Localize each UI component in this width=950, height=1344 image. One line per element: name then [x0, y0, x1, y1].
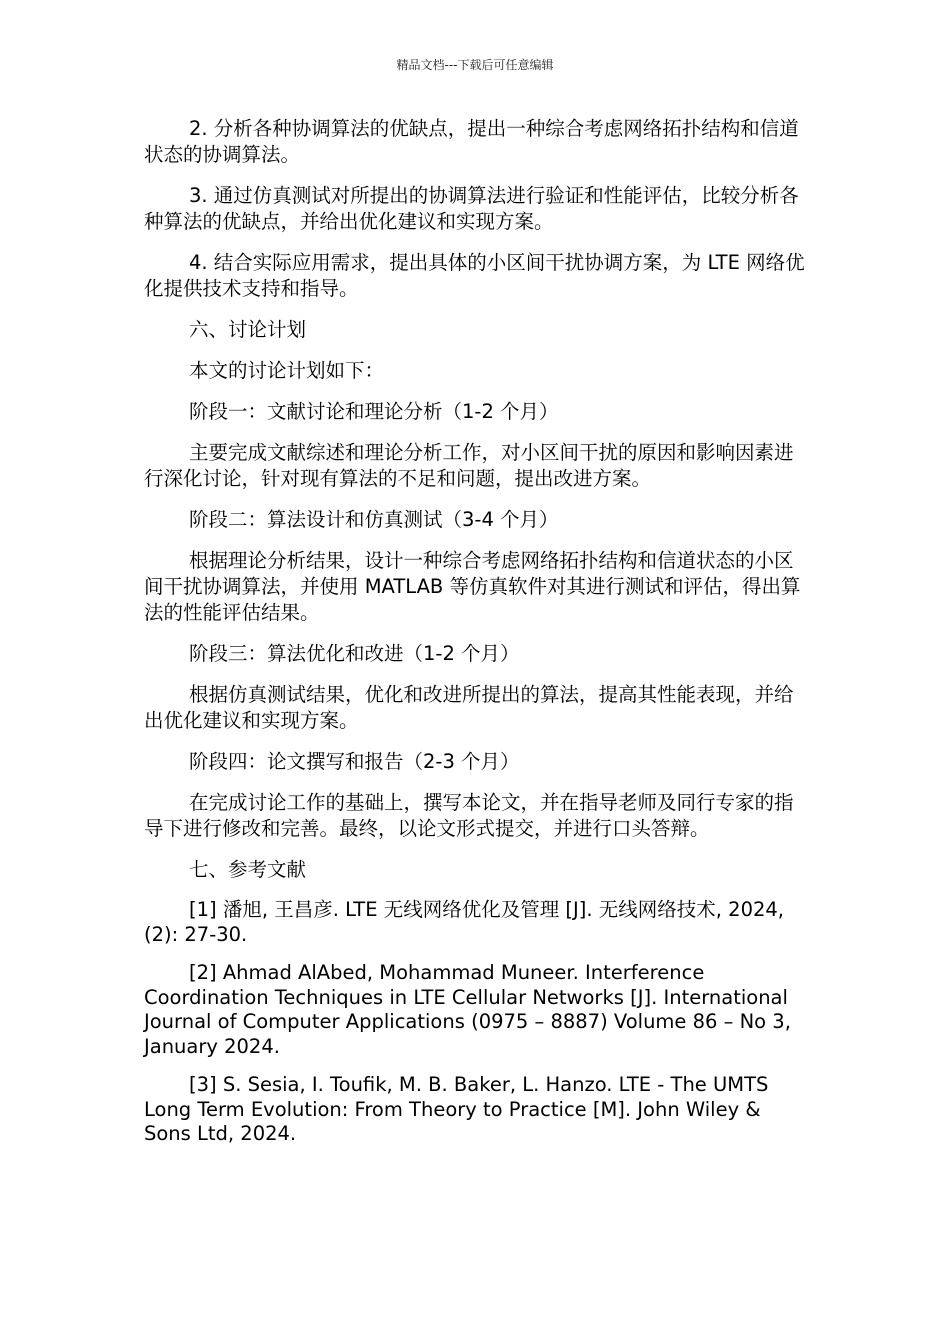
- paragraph-objective-4: 4. 结合实际应用需求，提出具体的小区间干扰协调方案，为 LTE 网络优化提供技术支持和指导。: [144, 251, 805, 300]
- paragraph-plan-intro: 本文的讨论计划如下：: [189, 359, 385, 382]
- page-header: 精品文档---下载后可任意编辑: [396, 58, 554, 72]
- paragraph-objective-3: 3. 通过仿真测试对所提出的协调算法进行验证和性能评估，比较分析各种算法的优缺点，并给出优化建议和实现方案。: [144, 184, 799, 233]
- paragraph-objective-2: 2. 分析各种协调算法的优缺点，提出一种综合考虑网络拓扑结构和信道状态的协调算法。: [144, 117, 799, 166]
- stage-heading-2: 阶段二：算法设计和仿真测试（3-4 个月）: [189, 508, 559, 531]
- stage-description-4: 在完成讨论工作的基础上，撰写本论文，并在指导老师及同行专家的指导下进行修改和完善。最终，以论文形式提交，并进行口头答辩。: [144, 791, 794, 840]
- reference-item-3: [3] S. Sesia, I. Toufik, M. B. Baker, L. Hanzo. LTE - The UMTS Long Term Evolution: From Theory to Practice [M]. John Wiley & Sons Ltd, 2024.: [144, 1073, 769, 1145]
- stage-heading-1: 阶段一：文献讨论和理论分析（1-2 个月）: [189, 400, 559, 423]
- reference-item-1: [1] 潘旭, 王昌彦. LTE 无线网络优化及管理 [J]. 无线网络技术, 2024, (2): 27-30.: [144, 898, 785, 946]
- stage-description-1: 主要完成文献综述和理论分析工作，对小区间干扰的原因和影响因素进行深化讨论，针对现有算法的不足和问题，提出改进方案。: [144, 441, 794, 490]
- stage-description-2: 根据理论分析结果，设计一种综合考虑网络拓扑结构和信道状态的小区间干扰协调算法，并使用 MATLAB 等仿真软件对其进行测试和评估，得出算法的性能评估结果。: [144, 549, 801, 624]
- reference-item-2: [2] Ahmad AlAbed, Mohammad Muneer. Interference Coordination Techniques in LTE Cellular Networks [J]. International Journal of Computer Applications (0975 – 8887) Volume 86 – No 3, January 2024.: [144, 961, 791, 1058]
- document-body: [144, 116, 812, 1161]
- section-heading-discussion-plan: 六、讨论计划: [189, 318, 307, 341]
- stage-heading-3: 阶段三：算法优化和改进（1-2 个月）: [189, 642, 520, 665]
- section-heading-references: 七、参考文献: [189, 858, 307, 881]
- stage-heading-4: 阶段四：论文撰写和报告（2-3 个月）: [189, 750, 520, 773]
- stage-description-3: 根据仿真测试结果，优化和改进所提出的算法，提高其性能表现，并给出优化建议和实现方案。: [144, 683, 794, 732]
